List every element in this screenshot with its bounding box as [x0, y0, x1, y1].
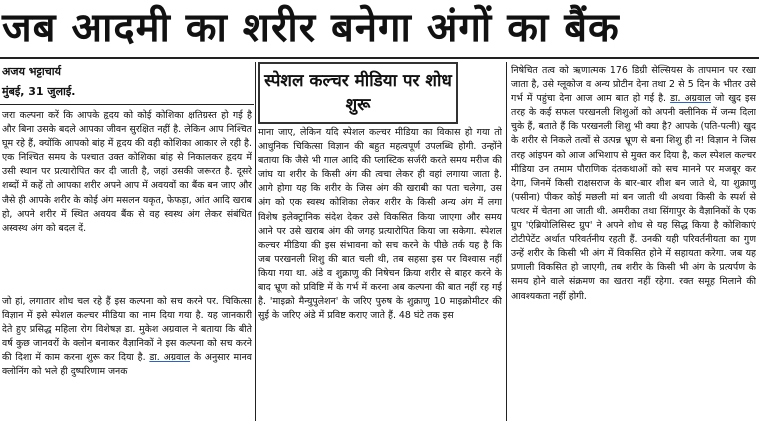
right-after: जो खुद इस तरह के कई सफल परखनली शिशुओं को अपनी क्लीनिक में जन्म दिला चुके हैं, बताते हैं कि परखनली शिशु भी क्या है? आपके (पति-पत्नी) खुद के शरीर से निकले तत्वों से उत्पन्न भ्रूण से बना शिशु ही न! विज्ञान ने जिस तरह आंइपन को आज अभिशाप से मुक्त कर दिया है, कल स्पेशल कल्चर मीडिया उन तमाम पौराणिक दंतकथाओं को सच मानने पर मजबूर कर देगा, जिनमें किसी राक्षसराज के बार-बार शीश बन जाते थे, या शुक्राणु (पसीना) पीकर कोई मछली मां बन जाती थी अथवा किसी के स्पर्श से पत्थर में चेतना आ जाती थी. अमरीका तथा सिंगापुर के वैज्ञानिकों के एक ग्रुप 'एंब्रियोलिसिस्ट ग्रुप' ने अपने शोध से यह सिद्ध किया है कोशिकाएं टोटीपेटेंट अर्थात परिवर्तनीय रहती हैं. उनकी यही परिवर्तनीयता का गुण उन्हें शरीर के किसी भी अंग में विकसित होने में सहायता करेगा. जब यह प्रणाली विकसित हो जाएगी, तब शरीर के किसी भी अंग के प्रत्यर्पण के समय होने वाले संक्रमण का खतरा नहीं रहेगा. रक्त समूह मिलाने की आवश्यकता नहीं होगी. [511, 93, 756, 302]
column-middle-text: माना जाए, लेकिन यदि स्पेशल कल्चर मीडिया का विकास हो गया तो आधुनिक चिकित्सा विज्ञान की बहुत महत्वपूर्ण उपलब्धि होगी. उन्होंने बताया कि जैसे भी गाल आदि की प्लास्टिक सर्जरी करते समय मरीज की जांघ या शरीर के किसी अंग की त्वचा लेकर ही वहां लगाया जाता है. आगे होगा यह कि शरीर के जिस अंग की खराबी का पता चलेगा, उस अंग को एक स्वस्थ कोशिका लेकर शरीर के किसी अन्य अंग में लगा विशेष इलेक्ट्रानिक संदेश देकर उसे विकसित किया जाएगा और समय आने पर उसे खराब अंग की जगह प्रत्यारोपित किया जा सकेगा. स्पेशल कल्चर मीडिया की इस संभावना को सच करने के पीछे तर्क यह है कि जब परखनली शिशु की बात चली थी, तब सहसा इस पर विश्वास नहीं किया गया था. अंडे व शुक्राणु की निषेचन क्रिया शरीर से बाहर करने के बाद भ्रूण को प्रविष्टि में के गर्भ में करना अब कल्पना की बात नहीं रह गई है. 'माइक्रो मैन्युपुलेशन' के जरिए पुरुष के शुक्राणु 10 माइक्रोमीटर की सुई के जरिए अंडे में प्रविष्ट कराए जाते हैं. 48 घंटे तक इस [258, 127, 502, 322]
left-lower-before: जो हां, लगातार शोध चल रहे हैं इस कल्पना को सच करने पर. चिकित्सा विज्ञान में इसे स्पेशल कल्चर मीडिया का नाम दिया गया है. यह जानकारी देते हुए प्रसिद्ध महिला रोग विशेषज्ञ डा. मुकेश अग्रवाल ने बताया कि बीते वर्ष कुछ जानवरों के क्लोन बनाकर वैज्ञानिकों ने इस कल्पना को सच करने की दिशा में काम करना शुरू कर दिया है. [2, 296, 252, 364]
column-left-lower-text [2, 295, 252, 380]
column-divider-left [255, 62, 256, 421]
doctor-name-highlight-right: डा. अग्रवाल [670, 93, 711, 105]
column-left-lower [2, 295, 252, 421]
doctor-name-highlight: डा. अग्रवाल [149, 352, 191, 364]
column-divider-right [506, 62, 507, 421]
byline-dateline: मुंबई, 31 जुलाई. [2, 85, 76, 98]
column-right [511, 64, 756, 421]
headline: जब आदमी का शरीर बनेगा अंगों का बैंक [2, 5, 620, 51]
byline-rule [0, 104, 254, 105]
right-before: निषेचित तत्व को ऋणात्मक 176 डिग्री सेल्सियस के तापमान पर रखा जाता है, उसे ग्लूकोज व अन्य प्रोटीन देना तथा 2 से 5 दिन के भीतर उसे गर्भ में पहुंचा देना आज आम बात हो गई है. [511, 65, 756, 105]
left-lower-after: के अनुसार मानव क्लोनिंग को भले ही दुष्परिणाम जनक [2, 352, 252, 378]
column-left-upper-text: जरा कल्पना करें कि आपके हृदय को कोई कोशिका क्षतिग्रस्त हो गई है और बिना उसके बदले आपका जीवन सुरक्षित नहीं है. लेकिन आप निश्चित घूम रहे हैं, क्योंकि आपको बांह में हृदय की वही कोशिका आकार ले रही है. एक निश्चित समय के पश्चात उक्त कोशिका बांह से निकालकर हृदय में उसी स्थान पर प्रत्यारोपित कर दी जाती है, जहां उसकी जरूरत है. दूसरे शब्दों में कहें तो आपका शरीर अपने आप में अवयवों का बैंक बन जाए और जैसे ही आपके शरीर के कोई अंग मसलन यकृत, फेफड़ा, आंत आदि खराब हो, अपने शरीर में स्थित अवयव बैंक से वह स्वस्थ अंग लेकर संबंधित अस्वस्थ अंग को बदल दें. [2, 110, 252, 234]
column-right-text [511, 64, 756, 304]
byline-author: अजय भट्टाचार्य [2, 65, 61, 78]
subhead-text: स्पेशल कल्चर मीडिया पर शोध शुरू [264, 71, 452, 115]
headline-rule [0, 57, 759, 59]
column-left-upper [2, 109, 252, 289]
column-middle [258, 126, 502, 421]
subhead-box [258, 62, 458, 124]
